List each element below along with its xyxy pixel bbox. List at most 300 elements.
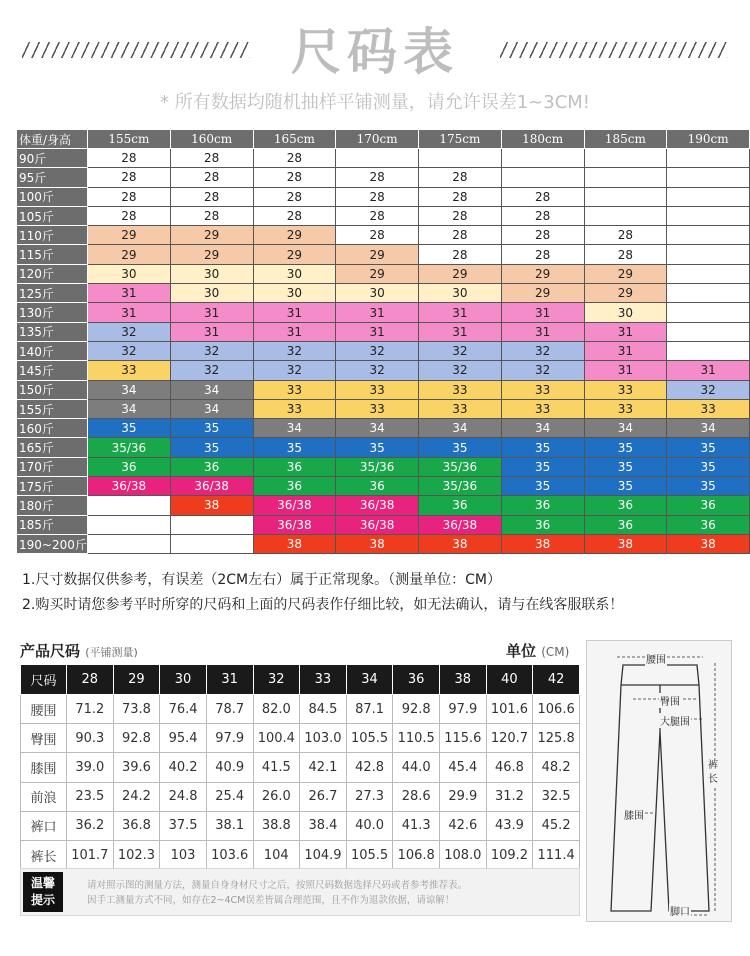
warm-tip [20, 868, 580, 916]
measurement-value: 31.2 [486, 782, 533, 811]
measurement-value: 29.9 [440, 782, 487, 811]
size-row [17, 168, 750, 187]
size-cell [667, 284, 750, 303]
measurement-value: 25.4 [206, 782, 253, 811]
size-cell: 33 [584, 399, 667, 418]
measurement-value: 37.5 [160, 811, 207, 840]
measurement-value: 115.6 [440, 724, 487, 753]
measurement-value: 26.0 [253, 782, 300, 811]
measurement-value: 92.8 [113, 724, 160, 753]
size-cell: 32 [170, 341, 253, 360]
size-cell: 36 [667, 515, 750, 534]
measurement-value: 87.1 [346, 695, 393, 724]
size-row [17, 245, 750, 264]
size-cell: 35/36 [336, 457, 419, 476]
note-1: 1.尺寸数据仅供参考，有误差（2CM左右）属于正常现象。（测量单位：CM） [22, 572, 501, 588]
size-cell: 35 [667, 438, 750, 457]
size-cell [170, 534, 253, 553]
measurement-value: 43.9 [486, 811, 533, 840]
weight-label: 175斤 [17, 477, 88, 496]
weight-label: 160斤 [17, 419, 88, 438]
measurement-value: 24.2 [113, 782, 160, 811]
size-cell: 36 [667, 496, 750, 515]
size-cell: 29 [253, 245, 336, 264]
measurement-value: 38.1 [206, 811, 253, 840]
size-row [17, 496, 750, 515]
diagram-label-length: 裤长 [707, 759, 721, 787]
size-cell [88, 515, 171, 534]
size-cell: 32 [253, 341, 336, 360]
size-cell: 38 [170, 496, 253, 515]
measurement-value: 82.0 [253, 695, 300, 724]
size-cell: 36 [419, 496, 502, 515]
size-cell: 38 [584, 534, 667, 553]
size-cell: 29 [584, 264, 667, 283]
subtitle: * 所有数据均随机抽样平铺测量，请允许误差1~3CM! [159, 92, 591, 113]
size-cell [584, 206, 667, 225]
measurement-value: 40.0 [346, 811, 393, 840]
measurement-value: 71.2 [67, 695, 114, 724]
size-cell: 30 [253, 284, 336, 303]
measurement-value: 103.6 [206, 840, 253, 869]
size-cell: 31 [170, 322, 253, 341]
measurement-value: 32.5 [533, 782, 580, 811]
size-cell: 36 [253, 457, 336, 476]
size-row [17, 226, 750, 245]
measurement-value: 44.0 [393, 753, 440, 782]
size-cell: 30 [170, 284, 253, 303]
tip-text [87, 878, 467, 908]
size-cell: 35 [336, 438, 419, 457]
product-col-header: 34 [346, 665, 393, 695]
size-cell: 36/38 [88, 477, 171, 496]
size-cell: 38 [501, 534, 584, 553]
size-cell: 31 [88, 303, 171, 322]
size-cell: 29 [336, 245, 419, 264]
product-col-header: 33 [300, 665, 347, 695]
size-cell: 34 [170, 399, 253, 418]
tip-badge [23, 872, 63, 912]
weight-label: 125斤 [17, 284, 88, 303]
measurement-value: 101.7 [67, 840, 114, 869]
measurement-value: 76.4 [160, 695, 207, 724]
size-cell: 30 [88, 264, 171, 283]
size-cell: 28 [88, 206, 171, 225]
page-title: 尺码表 [291, 23, 459, 81]
size-cell [667, 341, 750, 360]
size-cell: 36 [170, 457, 253, 476]
size-cell: 30 [584, 303, 667, 322]
product-col-header: 31 [206, 665, 253, 695]
product-col-header: 30 [160, 665, 207, 695]
size-cell: 38 [419, 534, 502, 553]
measurement-value: 24.8 [160, 782, 207, 811]
size-row [17, 419, 750, 438]
product-row [21, 753, 580, 782]
measurement-value: 104.9 [300, 840, 347, 869]
size-cell: 28 [336, 206, 419, 225]
measurement-label: 腰围 [21, 695, 67, 724]
size-cell: 31 [419, 322, 502, 341]
measurement-value: 28.6 [393, 782, 440, 811]
size-cell: 34 [88, 399, 171, 418]
size-row [17, 322, 750, 341]
size-cell: 28 [419, 187, 502, 206]
product-col-header: 40 [486, 665, 533, 695]
size-row [17, 361, 750, 380]
size-cell [336, 149, 419, 168]
size-cell [667, 187, 750, 206]
size-cell: 31 [336, 303, 419, 322]
size-cell: 33 [501, 380, 584, 399]
product-col-header: 38 [440, 665, 487, 695]
size-row [17, 515, 750, 534]
size-cell: 32 [88, 322, 171, 341]
size-cell [88, 496, 171, 515]
size-cell: 33 [88, 361, 171, 380]
size-cell: 35/36 [419, 457, 502, 476]
size-cell [584, 149, 667, 168]
size-cell: 35/36 [419, 477, 502, 496]
measurement-value: 120.7 [486, 724, 533, 753]
size-cell: 28 [336, 226, 419, 245]
size-cell [170, 515, 253, 534]
height-header: 160cm [170, 130, 253, 149]
unit-label [506, 640, 569, 661]
weight-label: 110斤 [17, 226, 88, 245]
size-cell: 36 [253, 477, 336, 496]
size-cell: 35 [584, 457, 667, 476]
size-cell: 31 [584, 361, 667, 380]
size-row [17, 341, 750, 360]
weight-label: 170斤 [17, 457, 88, 476]
size-cell: 29 [170, 245, 253, 264]
size-cell [667, 226, 750, 245]
size-row [17, 264, 750, 283]
size-row [17, 149, 750, 168]
size-cell: 35 [170, 419, 253, 438]
weight-label: 190~200斤 [17, 534, 88, 553]
size-row [17, 399, 750, 418]
size-cell: 34 [253, 419, 336, 438]
measurement-value: 38.4 [300, 811, 347, 840]
size-cell: 28 [253, 206, 336, 225]
measurement-value: 27.3 [346, 782, 393, 811]
weight-label: 130斤 [17, 303, 88, 322]
size-cell: 35 [501, 477, 584, 496]
size-cell: 29 [336, 264, 419, 283]
measurement-value: 102.3 [113, 840, 160, 869]
weight-label: 180斤 [17, 496, 88, 515]
size-cell: 32 [170, 361, 253, 380]
size-cell: 31 [253, 303, 336, 322]
size-cell: 31 [501, 322, 584, 341]
unit-note: (CM) [541, 645, 570, 659]
measurement-label: 膝围 [21, 753, 67, 782]
measurement-value: 106.8 [393, 840, 440, 869]
title-bar [0, 0, 750, 80]
size-cell: 28 [419, 168, 502, 187]
size-row [17, 303, 750, 322]
measurement-value: 40.9 [206, 753, 253, 782]
measurement-value: 36.8 [113, 811, 160, 840]
tip-badge-line1: 温馨 [30, 876, 55, 890]
size-cell: 36/38 [336, 496, 419, 515]
size-cell: 34 [419, 419, 502, 438]
size-cell: 29 [170, 226, 253, 245]
size-cell: 28 [584, 226, 667, 245]
measurement-value: 105.5 [346, 840, 393, 869]
size-cell: 35 [501, 438, 584, 457]
product-row [21, 840, 580, 869]
diagram-label-hem: 脚口 [669, 903, 691, 918]
measurement-value: 109.2 [486, 840, 533, 869]
size-row [17, 187, 750, 206]
product-col-header: 36 [393, 665, 440, 695]
size-cell: 29 [584, 284, 667, 303]
measurement-value: 39.0 [67, 753, 114, 782]
size-cell: 38 [253, 534, 336, 553]
pants-measurement-diagram [586, 640, 732, 922]
height-header: 180cm [501, 130, 584, 149]
size-cell: 29 [419, 264, 502, 283]
size-cell: 28 [419, 206, 502, 225]
size-cell [667, 245, 750, 264]
diagram-label-knee: 膝围 [623, 807, 645, 822]
size-row [17, 457, 750, 476]
size-cell: 28 [253, 168, 336, 187]
measurement-value: 125.8 [533, 724, 580, 753]
size-cell: 28 [419, 226, 502, 245]
size-cell: 38 [336, 534, 419, 553]
size-cell: 31 [584, 322, 667, 341]
weight-label: 105斤 [17, 206, 88, 225]
product-row [21, 782, 580, 811]
tip-badge-line2: 提示 [30, 893, 55, 907]
measurement-value: 48.2 [533, 753, 580, 782]
product-col-header: 32 [253, 665, 300, 695]
size-cell: 29 [501, 284, 584, 303]
size-cell: 32 [667, 380, 750, 399]
size-cell: 29 [88, 245, 171, 264]
size-cell: 28 [419, 245, 502, 264]
size-cell [501, 168, 584, 187]
measurement-value: 26.7 [300, 782, 347, 811]
measurement-value: 38.8 [253, 811, 300, 840]
measurement-value: 110.5 [393, 724, 440, 753]
size-cell [667, 206, 750, 225]
tip-line1: 请对照示图的测量方法，测量自身身材尺寸之后，按照尺码数据选择尺码或者参考推荐表。 [87, 880, 468, 891]
measurement-value: 84.5 [300, 695, 347, 724]
measurement-value: 103.0 [300, 724, 347, 753]
weight-label: 100斤 [17, 187, 88, 206]
measurement-value: 90.3 [67, 724, 114, 753]
size-cell: 28 [88, 168, 171, 187]
size-cell: 32 [253, 361, 336, 380]
tip-line2: 因手工测量方式不同，如存在2~4CM误差皆属合理范围，且不作为退款依据，请谅解！ [87, 895, 455, 906]
diagram-label-waist: 腰围 [645, 651, 667, 666]
size-cell: 28 [170, 149, 253, 168]
measurement-value: 92.8 [393, 695, 440, 724]
size-cell: 36/38 [253, 496, 336, 515]
size-cell: 30 [336, 284, 419, 303]
diagram-label-thigh: 大腿围 [659, 713, 691, 728]
size-cell: 31 [170, 303, 253, 322]
size-cell: 36/38 [336, 515, 419, 534]
size-cell: 28 [170, 187, 253, 206]
weight-label: 165斤 [17, 438, 88, 457]
size-cell: 28 [336, 187, 419, 206]
size-cell: 35 [584, 438, 667, 457]
size-cell: 28 [501, 226, 584, 245]
weight-label: 140斤 [17, 341, 88, 360]
notes [22, 568, 623, 618]
size-table-header [17, 130, 750, 149]
size-cell: 28 [170, 206, 253, 225]
size-cell: 28 [336, 168, 419, 187]
size-cell: 28 [88, 149, 171, 168]
measurement-value: 36.2 [67, 811, 114, 840]
size-cell: 38 [667, 534, 750, 553]
measurement-value: 41.3 [393, 811, 440, 840]
size-cell: 31 [88, 284, 171, 303]
measurement-value: 111.4 [533, 840, 580, 869]
product-heading-text: 产品尺码 [20, 642, 81, 660]
size-cell: 31 [253, 322, 336, 341]
height-header: 185cm [584, 130, 667, 149]
size-cell: 28 [501, 245, 584, 264]
product-row [21, 724, 580, 753]
measurement-value: 45.2 [533, 811, 580, 840]
measurement-value: 46.8 [486, 753, 533, 782]
size-cell: 33 [667, 399, 750, 418]
size-cell: 34 [584, 419, 667, 438]
size-cell [667, 149, 750, 168]
weight-label: 135斤 [17, 322, 88, 341]
size-cell: 36/38 [170, 477, 253, 496]
diagram-label-hip: 臀围 [659, 693, 681, 708]
measurement-value: 42.8 [346, 753, 393, 782]
size-cell: 28 [253, 187, 336, 206]
height-header: 155cm [88, 130, 171, 149]
size-cell: 36/38 [419, 515, 502, 534]
size-cell: 32 [501, 361, 584, 380]
size-cell: 31 [667, 361, 750, 380]
size-cell: 32 [88, 341, 171, 360]
measurement-value: 108.0 [440, 840, 487, 869]
size-cell [667, 168, 750, 187]
size-cell: 34 [336, 419, 419, 438]
measurement-value: 100.4 [253, 724, 300, 753]
measurement-value: 42.6 [440, 811, 487, 840]
measurement-value: 23.5 [67, 782, 114, 811]
size-cell: 35/36 [88, 438, 171, 457]
size-cell: 30 [253, 264, 336, 283]
note-2: 2.购买时请您参考平时所穿的尺码和上面的尺码表作仔细比较，如无法确认，请与在线客服联系！ [22, 597, 624, 613]
size-cell: 32 [501, 341, 584, 360]
height-header: 190cm [667, 130, 750, 149]
size-row [17, 477, 750, 496]
product-size-table [20, 664, 580, 870]
size-cell [501, 149, 584, 168]
size-cell: 35 [584, 477, 667, 496]
size-cell: 36 [584, 515, 667, 534]
size-row [17, 284, 750, 303]
measurement-value: 97.9 [206, 724, 253, 753]
size-cell: 36 [336, 477, 419, 496]
weight-label: 185斤 [17, 515, 88, 534]
size-row [17, 380, 750, 399]
measurement-value: 106.6 [533, 695, 580, 724]
size-cell: 35 [667, 457, 750, 476]
size-cell: 33 [501, 399, 584, 418]
size-cell: 35 [501, 457, 584, 476]
size-cell: 29 [501, 264, 584, 283]
measurement-value: 78.7 [206, 695, 253, 724]
size-cell: 32 [419, 361, 502, 380]
size-cell [88, 534, 171, 553]
measurement-value: 73.8 [113, 695, 160, 724]
size-cell: 31 [584, 341, 667, 360]
product-heading-note: (平铺测量) [85, 646, 138, 659]
weight-height-size-table [16, 129, 750, 554]
size-cell: 32 [419, 341, 502, 360]
size-cell: 28 [170, 168, 253, 187]
size-cell [667, 322, 750, 341]
measurement-value: 39.6 [113, 753, 160, 782]
weight-label: 90斤 [17, 149, 88, 168]
size-cell [419, 149, 502, 168]
measurement-value: 42.1 [300, 753, 347, 782]
product-row [21, 811, 580, 840]
measurement-value: 105.5 [346, 724, 393, 753]
size-cell: 32 [336, 361, 419, 380]
size-table-corner: 体重/身高 [17, 130, 88, 149]
size-cell [667, 264, 750, 283]
height-header: 165cm [253, 130, 336, 149]
size-cell: 35 [253, 438, 336, 457]
size-cell: 36 [88, 457, 171, 476]
height-header: 175cm [419, 130, 502, 149]
size-cell: 31 [419, 303, 502, 322]
measurement-value: 41.5 [253, 753, 300, 782]
size-cell: 35 [170, 438, 253, 457]
size-cell: 30 [419, 284, 502, 303]
height-header: 170cm [336, 130, 419, 149]
size-cell [667, 303, 750, 322]
size-cell [584, 187, 667, 206]
size-cell [584, 168, 667, 187]
size-cell: 36 [501, 496, 584, 515]
size-cell: 31 [501, 303, 584, 322]
weight-label: 155斤 [17, 399, 88, 418]
size-cell: 34 [88, 380, 171, 399]
size-cell: 28 [253, 149, 336, 168]
product-table-header [21, 665, 580, 695]
size-row [17, 534, 750, 553]
measurement-value: 95.4 [160, 724, 207, 753]
size-cell: 29 [253, 226, 336, 245]
size-cell: 35 [667, 477, 750, 496]
size-cell: 33 [419, 399, 502, 418]
measurement-label: 裤口 [21, 811, 67, 840]
measurement-value: 45.4 [440, 753, 487, 782]
size-cell: 30 [170, 264, 253, 283]
weight-label: 145斤 [17, 361, 88, 380]
size-cell: 35 [88, 419, 171, 438]
size-cell: 31 [336, 322, 419, 341]
size-cell: 28 [584, 245, 667, 264]
